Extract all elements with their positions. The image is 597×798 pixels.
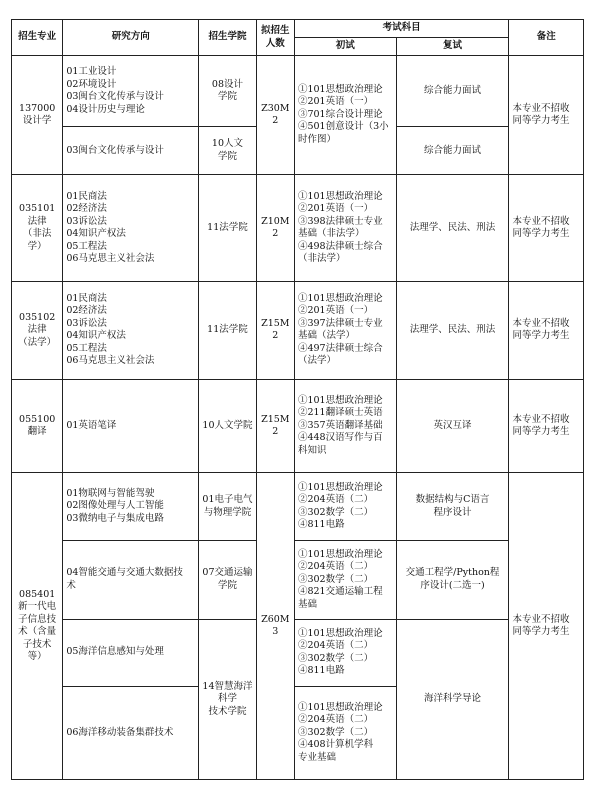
- header-major: 招生专业: [12, 20, 63, 56]
- college-cell: 08设计 学院: [199, 56, 256, 127]
- college-cell: 14智慧海洋 科学 技术学院: [199, 619, 256, 779]
- retest-cell: 法理学、民法、刑法: [396, 175, 509, 281]
- major-cell: 035101 法律 （非法 学）: [12, 175, 63, 281]
- exam-cell: ①101思想政治理论 ②204英语（二） ③302数学（二） ④821交通运输工程 基础: [294, 541, 396, 619]
- college-cell: 01电子电气 与物理学院: [199, 473, 256, 541]
- exam-cell: ①101思想政治理论 ②204英语（二） ③302数学（二） ④811电路: [294, 619, 396, 686]
- note-cell: 本专业不招收 同等学力考生: [509, 56, 584, 175]
- direction-cell: 05海洋信息感知与处理: [63, 619, 199, 686]
- plan-cell: Z15M2: [256, 379, 294, 472]
- header-retest: 复试: [396, 38, 509, 56]
- direction-cell: 01民商法 02经济法 03诉讼法 04知识产权法 05工程法 06马克思主义社会法: [63, 281, 199, 379]
- retest-cell: 综合能力面试: [396, 127, 509, 175]
- exam-cell: ①101思想政治理论 ②204英语（二） ③302数学（二） ④408计算机学科 专业基础: [294, 686, 396, 779]
- direction-cell: 01民商法 02经济法 03诉讼法 04知识产权法 05工程法 06马克思主义社会法: [63, 175, 199, 281]
- direction-cell: 01物联网与智能驾驶 02图像处理与人工智能 03微纳电子与集成电路: [63, 473, 199, 541]
- direction-cell: 06海洋移动装备集群技术: [63, 686, 199, 779]
- retest-cell: 海洋科学导论: [396, 619, 509, 779]
- college-cell: 07交通运输 学院: [199, 541, 256, 619]
- note-cell: 本专业不招收 同等学力考生: [509, 281, 584, 379]
- major-cell: 137000 设计学: [12, 56, 63, 175]
- retest-cell: 交通工程学/Python程 序设计(二选一): [396, 541, 509, 619]
- college-cell: 11法学院: [199, 281, 256, 379]
- header-plan: 拟招生人数: [256, 20, 294, 56]
- header-exam: 考试科目: [294, 20, 509, 38]
- retest-cell: 英汉互译: [396, 379, 509, 472]
- plan-cell: Z60M3: [256, 473, 294, 780]
- note-cell: 本专业不招收 同等学力考生: [509, 379, 584, 472]
- major-cell: 085401 新一代电 子信息技 术（含量 子技术 等）: [12, 473, 63, 780]
- header-initial: 初试: [294, 38, 396, 56]
- exam-cell: ①101思想政治理论 ②211翻译硕士英语 ③357英语翻译基础 ④448汉语写作与百 科知识: [294, 379, 396, 472]
- header-direction: 研究方向: [63, 20, 199, 56]
- direction-cell: 01工业设计 02环境设计 03闽台文化传承与设计 04设计历史与理论: [63, 56, 199, 127]
- college-cell: 10人文学院: [199, 379, 256, 472]
- exam-cell: ①101思想政治理论 ②201英语（一） ③398法律硕士专业 基础（非法学） ④498法律硕士综合 （非法学）: [294, 175, 396, 281]
- exam-cell: ①101思想政治理论 ②204英语（二） ③302数学（二） ④811电路: [294, 473, 396, 541]
- note-cell: 本专业不招收 同等学力考生: [509, 473, 584, 780]
- plan-cell: Z15M2: [256, 281, 294, 379]
- plan-cell: Z30M2: [256, 56, 294, 175]
- header-note: 备注: [509, 20, 584, 56]
- plan-cell: Z10M2: [256, 175, 294, 281]
- header-college: 招生学院: [199, 20, 256, 56]
- direction-cell: 01英语笔译: [63, 379, 199, 472]
- retest-cell: 综合能力面试: [396, 56, 509, 127]
- direction-cell: 04智能交通与交通大数据技 术: [63, 541, 199, 619]
- exam-cell: ①101思想政治理论 ②201英语（一） ③397法律硕士专业 基础（法学） ④497法律硕士综合 （法学）: [294, 281, 396, 379]
- exam-cell: ①101思想政治理论 ②201英语（一） ③701综合设计理论 ④501创意设计（3小 时作图）: [294, 56, 396, 175]
- college-cell: 10人文 学院: [199, 127, 256, 175]
- college-cell: 11法学院: [199, 175, 256, 281]
- admissions-table: [11, 19, 584, 780]
- major-cell: 035102 法律 （法学）: [12, 281, 63, 379]
- retest-cell: 数据结构与C语言 程序设计: [396, 473, 509, 541]
- note-cell: 本专业不招收 同等学力考生: [509, 175, 584, 281]
- major-cell: 055100 翻译: [12, 379, 63, 472]
- retest-cell: 法理学、民法、刑法: [396, 281, 509, 379]
- direction-cell: 03闽台文化传承与设计: [63, 127, 199, 175]
